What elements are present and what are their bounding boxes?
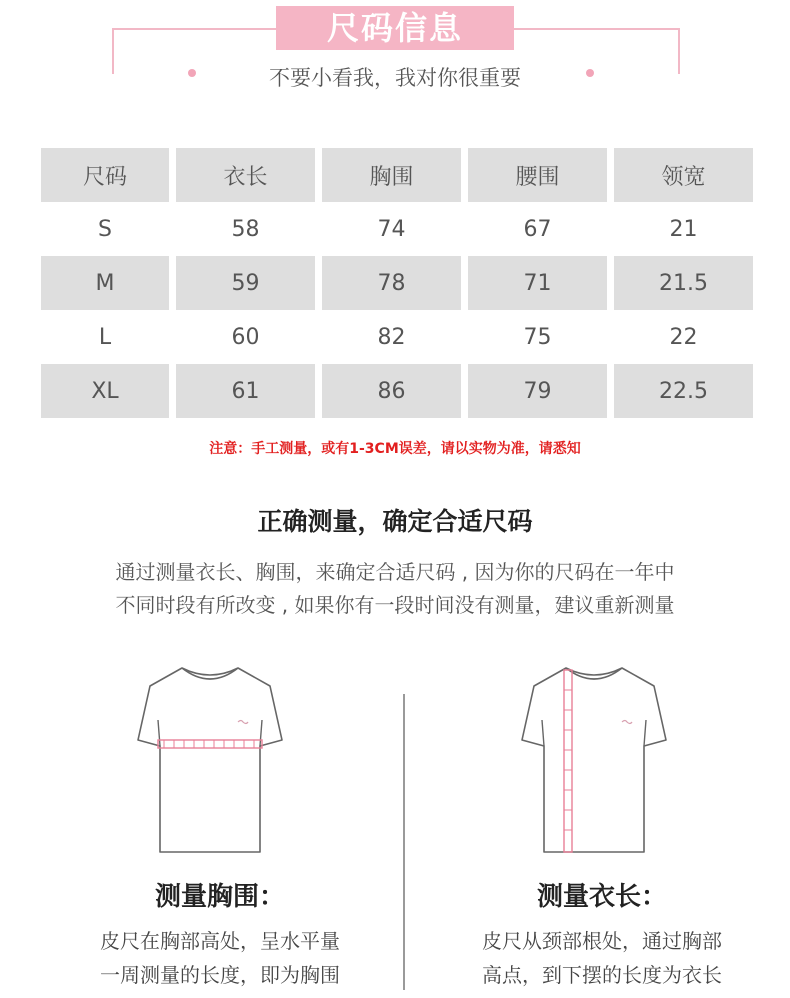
- table-cell: 82: [377, 324, 406, 350]
- page-title: 尺码信息: [276, 6, 514, 50]
- column-header: 腰围: [468, 148, 607, 202]
- column-header: 尺码: [41, 148, 169, 202]
- column-header: 衣长: [176, 148, 315, 202]
- table-cell: 58: [231, 216, 260, 242]
- table-cell: XL: [41, 364, 169, 418]
- length-text-line1: 皮尺从颈部根处，通过胸部: [482, 929, 722, 953]
- divider: [403, 694, 405, 990]
- table-cell: 67: [523, 216, 552, 242]
- table-row: [41, 310, 753, 364]
- table-row: [41, 256, 753, 310]
- column-header: 胸围: [322, 148, 461, 202]
- table-cell: 74: [377, 216, 406, 242]
- guide-text-line2: 不同时段有所改变 , 如果你有一段时间没有测量，建议重新测量: [115, 593, 675, 617]
- table-cell: 21.5: [614, 256, 753, 310]
- chest-text-line2: 一周测量的长度，即为胸围: [100, 963, 340, 987]
- table-cell: 78: [322, 256, 461, 310]
- table-cell: 61: [176, 364, 315, 418]
- chest-title: 测量胸围：: [154, 882, 285, 912]
- chest-measure-shirt-icon: [130, 660, 290, 860]
- measurement-note: 注意：手工测量，或有1-3CM误差，请以实物为准，请悉知: [209, 441, 581, 457]
- table-cell: 22: [669, 324, 698, 350]
- section-title: 正确测量，确定合适尺码: [257, 507, 533, 536]
- table-cell: 86: [322, 364, 461, 418]
- table-cell: 75: [523, 324, 552, 350]
- size-table: [34, 148, 760, 418]
- table-cell: 60: [231, 324, 260, 350]
- chest-text-line1: 皮尺在胸部高处，呈水平量: [100, 929, 340, 953]
- length-measure-shirt-icon: [514, 660, 674, 860]
- length-title: 测量衣长：: [536, 882, 667, 912]
- page-subtitle: 不要小看我，我对你很重要: [269, 66, 521, 90]
- table-cell: 59: [176, 256, 315, 310]
- table-row: [41, 364, 753, 418]
- length-text-line2: 高点，到下摆的长度为衣长: [482, 963, 722, 987]
- table-cell: M: [41, 256, 169, 310]
- table-cell: 71: [468, 256, 607, 310]
- guide-text-line1: 通过测量衣长、胸围，来确定合适尺码 , 因为你的尺码在一年中: [115, 560, 675, 584]
- table-cell: 22.5: [614, 364, 753, 418]
- table-cell: L: [98, 324, 112, 350]
- table-cell: S: [98, 216, 112, 242]
- table-cell: 79: [468, 364, 607, 418]
- column-header: 领宽: [614, 148, 753, 202]
- table-cell: 21: [669, 216, 698, 242]
- table-row: [41, 202, 753, 256]
- table-header-row: [41, 148, 753, 202]
